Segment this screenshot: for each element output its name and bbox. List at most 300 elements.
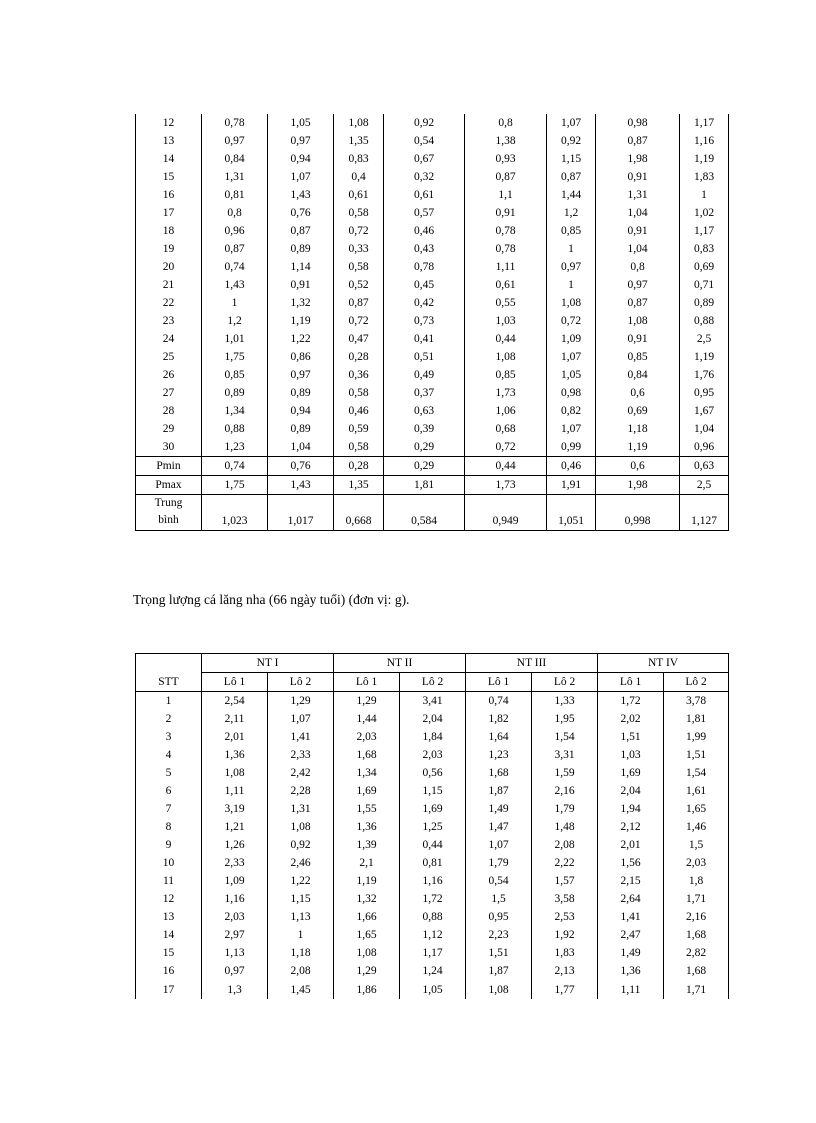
group-header-nt2: NT II	[334, 654, 466, 673]
sub-header: Lô 2	[268, 673, 334, 692]
stt-cell: 4	[136, 746, 202, 764]
stt-cell: 11	[136, 872, 202, 890]
stt-cell: 15	[136, 944, 202, 962]
value-cell: 1,17	[680, 114, 729, 132]
value-cell: 3,58	[532, 890, 598, 908]
value-cell: 0,72	[547, 312, 596, 330]
table-row	[136, 890, 729, 908]
value-cell: 0,89	[268, 240, 334, 258]
value-cell: 1,15	[547, 150, 596, 168]
value-cell: 0,94	[268, 150, 334, 168]
sub-header: Lô 1	[598, 673, 664, 692]
value-cell: 0,97	[596, 276, 680, 294]
value-cell: 1,94	[598, 800, 664, 818]
value-cell: 0,58	[334, 258, 384, 276]
value-cell: 1,95	[532, 710, 598, 728]
value-cell: 2,47	[598, 926, 664, 944]
value-cell: 0,58	[334, 204, 384, 222]
stt-cell: 12	[136, 114, 202, 132]
value-cell: 1,36	[202, 746, 268, 764]
value-cell: 0,6	[596, 457, 680, 476]
table-row	[136, 204, 729, 222]
stt-cell: 12	[136, 890, 202, 908]
value-cell: 3,41	[400, 692, 466, 711]
value-cell: 1,07	[466, 836, 532, 854]
value-cell: 0,29	[384, 438, 465, 457]
group-header-nt4: NT IV	[598, 654, 729, 673]
value-cell: 0,99	[547, 438, 596, 457]
value-cell: 1,05	[268, 114, 334, 132]
value-cell: 1,86	[334, 980, 400, 999]
value-cell: 2,28	[268, 782, 334, 800]
pmax-row	[136, 476, 729, 495]
stt-cell: 13	[136, 908, 202, 926]
value-cell: 1,36	[598, 962, 664, 980]
value-cell: 1,51	[466, 944, 532, 962]
value-cell: 1,46	[664, 818, 729, 836]
value-cell: 0,54	[384, 132, 465, 150]
value-cell: 0,91	[268, 276, 334, 294]
value-cell: 0,85	[202, 366, 268, 384]
sub-header: Lô 1	[334, 673, 400, 692]
value-cell: 0,88	[680, 312, 729, 330]
stt-header: STT	[136, 673, 202, 692]
stt-cell: 17	[136, 204, 202, 222]
value-cell: 1,08	[547, 294, 596, 312]
value-cell: 0,96	[680, 438, 729, 457]
value-cell: 1,21	[202, 818, 268, 836]
value-cell: 0,85	[547, 222, 596, 240]
table-row	[136, 854, 729, 872]
value-cell: 0,87	[547, 168, 596, 186]
value-cell: 0,45	[384, 276, 465, 294]
value-cell: 0,89	[680, 294, 729, 312]
table-row	[136, 746, 729, 764]
value-cell: 1,43	[268, 476, 334, 495]
value-cell: 0,87	[465, 168, 547, 186]
value-cell: 0,74	[202, 258, 268, 276]
value-cell: 1,12	[400, 926, 466, 944]
value-cell: 1,72	[598, 692, 664, 711]
value-cell: 2,1	[334, 854, 400, 872]
stt-cell: 16	[136, 962, 202, 980]
value-cell: 0,76	[268, 204, 334, 222]
value-cell: 1	[202, 294, 268, 312]
value-cell: 1,5	[466, 890, 532, 908]
value-cell: 1,32	[334, 890, 400, 908]
stt-cell: 16	[136, 186, 202, 204]
table-row	[136, 728, 729, 746]
value-cell: 0,78	[465, 222, 547, 240]
value-cell: 1,49	[598, 944, 664, 962]
value-cell: 0,47	[334, 330, 384, 348]
value-cell: 1,65	[334, 926, 400, 944]
pmin-row	[136, 457, 729, 476]
table-row	[136, 980, 729, 999]
value-cell: 1,41	[268, 728, 334, 746]
value-cell: 1,55	[334, 800, 400, 818]
value-cell: 2,12	[598, 818, 664, 836]
value-cell: 1,44	[547, 186, 596, 204]
table-row	[136, 710, 729, 728]
value-cell: 0,96	[202, 222, 268, 240]
value-cell: 0,72	[334, 312, 384, 330]
value-cell: 1,79	[466, 854, 532, 872]
value-cell: 1,03	[598, 746, 664, 764]
value-cell: 1,65	[664, 800, 729, 818]
value-cell: 1,22	[268, 330, 334, 348]
value-cell: 0,92	[268, 836, 334, 854]
group-header-nt1: NT I	[202, 654, 334, 673]
table-row	[136, 908, 729, 926]
value-cell: 1,35	[334, 132, 384, 150]
value-cell: 1,5	[664, 836, 729, 854]
value-cell: 0,91	[465, 204, 547, 222]
value-cell: 0,88	[202, 420, 268, 438]
table-row	[136, 420, 729, 438]
value-cell: 1,71	[664, 890, 729, 908]
table-row	[136, 276, 729, 294]
value-cell: 1,67	[680, 402, 729, 420]
table-row	[136, 872, 729, 890]
value-cell: 0,93	[465, 150, 547, 168]
value-cell: 0,49	[384, 366, 465, 384]
value-cell: 1,81	[664, 710, 729, 728]
value-cell: 1,19	[680, 150, 729, 168]
value-cell: 1,04	[268, 438, 334, 457]
value-cell: 1,3	[202, 980, 268, 999]
value-cell: 1,04	[596, 240, 680, 258]
value-cell: 2,33	[268, 746, 334, 764]
value-cell: 0,97	[268, 132, 334, 150]
value-cell: 1,16	[680, 132, 729, 150]
table-row	[136, 222, 729, 240]
sub-header: Lô 2	[532, 673, 598, 692]
value-cell: 2,64	[598, 890, 664, 908]
value-cell: 0,29	[384, 457, 465, 476]
value-cell: 1,44	[334, 710, 400, 728]
value-cell: 1,33	[532, 692, 598, 711]
value-cell: 0,92	[384, 114, 465, 132]
value-cell: 0,81	[400, 854, 466, 872]
value-cell: 0,44	[400, 836, 466, 854]
average-label-line1: Trung	[154, 497, 183, 509]
table-row	[136, 944, 729, 962]
value-cell: 1,66	[334, 908, 400, 926]
value-cell: 1,43	[202, 276, 268, 294]
table-2-body	[136, 692, 729, 1000]
stt-cell: 13	[136, 132, 202, 150]
table-row	[136, 800, 729, 818]
value-cell: 1,39	[334, 836, 400, 854]
value-cell: 0,46	[334, 402, 384, 420]
value-cell: 1,09	[547, 330, 596, 348]
value-cell: 1	[547, 240, 596, 258]
value-cell: 0,63	[680, 457, 729, 476]
value-cell: 1,07	[268, 168, 334, 186]
value-cell: 1,02	[680, 204, 729, 222]
value-cell: 1,68	[664, 962, 729, 980]
value-cell: 0,85	[465, 366, 547, 384]
value-cell: 1,73	[465, 384, 547, 402]
value-cell: 0,46	[547, 457, 596, 476]
value-cell: 0,97	[268, 366, 334, 384]
value-cell: 0,8	[465, 114, 547, 132]
value-cell: 1,75	[202, 348, 268, 366]
value-cell: 0,87	[334, 294, 384, 312]
value-cell: 0,33	[334, 240, 384, 258]
value-cell: 1,51	[598, 728, 664, 746]
value-cell: 0,58	[334, 384, 384, 402]
value-cell: 2,15	[598, 872, 664, 890]
table-row	[136, 132, 729, 150]
value-cell: 0,76	[268, 457, 334, 476]
value-cell: 2,22	[532, 854, 598, 872]
table-row	[136, 150, 729, 168]
value-cell: 1,15	[268, 890, 334, 908]
table-row	[136, 836, 729, 854]
value-cell: 1	[680, 186, 729, 204]
value-cell: 0,52	[334, 276, 384, 294]
value-cell: 1,69	[334, 782, 400, 800]
value-cell: 2,16	[664, 908, 729, 926]
stt-cell: 27	[136, 384, 202, 402]
value-cell: 0,949	[465, 495, 547, 531]
value-cell: 0,59	[334, 420, 384, 438]
value-cell: 1,04	[596, 204, 680, 222]
value-cell: 0,41	[384, 330, 465, 348]
value-cell: 2,08	[268, 962, 334, 980]
stt-cell: 23	[136, 312, 202, 330]
value-cell: 0,97	[547, 258, 596, 276]
stt-cell: 21	[136, 276, 202, 294]
average-label-line2: bình	[158, 514, 179, 526]
value-cell: 1,61	[664, 782, 729, 800]
table-row	[136, 782, 729, 800]
value-cell: 0,89	[268, 420, 334, 438]
value-cell: 0,74	[202, 457, 268, 476]
value-cell: 0,97	[202, 962, 268, 980]
value-cell: 0,54	[466, 872, 532, 890]
value-cell: 1,79	[532, 800, 598, 818]
value-cell: 0,69	[596, 402, 680, 420]
value-cell: 0,91	[596, 222, 680, 240]
value-cell: 0,87	[268, 222, 334, 240]
value-cell: 1,051	[547, 495, 596, 531]
table-2-header	[136, 654, 729, 692]
value-cell: 1,49	[466, 800, 532, 818]
value-cell: 1,45	[268, 980, 334, 999]
value-cell: 1,75	[202, 476, 268, 495]
table-row	[136, 926, 729, 944]
value-cell: 0,98	[547, 384, 596, 402]
value-cell: 1,68	[466, 764, 532, 782]
value-cell: 2,46	[268, 854, 334, 872]
value-cell: 0,998	[596, 495, 680, 531]
value-cell: 1,71	[664, 980, 729, 999]
value-cell: 0,97	[202, 132, 268, 150]
value-cell: 1,29	[334, 962, 400, 980]
value-cell: 1,31	[268, 800, 334, 818]
value-cell: 1,08	[268, 818, 334, 836]
value-cell: 2,13	[532, 962, 598, 980]
value-cell: 1,98	[596, 150, 680, 168]
table-row	[136, 186, 729, 204]
value-cell: 0,87	[596, 132, 680, 150]
value-cell: 1	[268, 926, 334, 944]
value-cell: 0,668	[334, 495, 384, 531]
value-cell: 1,17	[680, 222, 729, 240]
value-cell: 0,87	[202, 240, 268, 258]
value-cell: 2,97	[202, 926, 268, 944]
value-cell: 1,23	[466, 746, 532, 764]
value-cell: 1,03	[465, 312, 547, 330]
value-cell: 0,73	[384, 312, 465, 330]
table-row	[136, 312, 729, 330]
stt-cell: 15	[136, 168, 202, 186]
value-cell: 1,127	[680, 495, 729, 531]
value-cell: 1	[547, 276, 596, 294]
value-cell: 0,39	[384, 420, 465, 438]
value-cell: 1,2	[202, 312, 268, 330]
value-cell: 0,58	[334, 438, 384, 457]
value-cell: 1,54	[664, 764, 729, 782]
stt-cell: 26	[136, 366, 202, 384]
value-cell: 0,78	[202, 114, 268, 132]
table-row	[136, 438, 729, 457]
value-cell: 0,28	[334, 457, 384, 476]
table-row	[136, 764, 729, 782]
pmax-label: Pmax	[136, 476, 202, 495]
value-cell: 1,19	[268, 312, 334, 330]
value-cell: 1,017	[268, 495, 334, 531]
table-row	[136, 294, 729, 312]
value-cell: 1,08	[334, 944, 400, 962]
stt-cell: 22	[136, 294, 202, 312]
value-cell: 1,17	[400, 944, 466, 962]
value-cell: 0,55	[465, 294, 547, 312]
sub-header: Lô 1	[202, 673, 268, 692]
value-cell: 1,25	[400, 818, 466, 836]
value-cell: 0,37	[384, 384, 465, 402]
value-cell: 1,47	[466, 818, 532, 836]
value-cell: 0,61	[384, 186, 465, 204]
value-cell: 0,78	[384, 258, 465, 276]
value-cell: 1,92	[532, 926, 598, 944]
value-cell: 1,31	[596, 186, 680, 204]
value-cell: 2,23	[466, 926, 532, 944]
value-cell: 2,42	[268, 764, 334, 782]
value-cell: 2,04	[400, 710, 466, 728]
stt-cell: 8	[136, 818, 202, 836]
value-cell: 0,46	[384, 222, 465, 240]
value-cell: 0,71	[680, 276, 729, 294]
value-cell: 0,69	[680, 258, 729, 276]
value-cell: 1,68	[664, 926, 729, 944]
value-cell: 1,83	[532, 944, 598, 962]
value-cell: 2,03	[400, 746, 466, 764]
value-cell: 1,24	[400, 962, 466, 980]
value-cell: 1,19	[680, 348, 729, 366]
stt-cell: 17	[136, 980, 202, 999]
value-cell: 1,29	[268, 692, 334, 711]
stt-cell: 29	[136, 420, 202, 438]
value-cell: 0,63	[384, 402, 465, 420]
value-cell: 0,82	[547, 402, 596, 420]
value-cell: 0,86	[268, 348, 334, 366]
average-row	[136, 495, 729, 531]
value-cell: 1,64	[466, 728, 532, 746]
table-row	[136, 168, 729, 186]
value-cell: 2,01	[202, 728, 268, 746]
value-cell: 0,61	[334, 186, 384, 204]
table-row	[136, 114, 729, 132]
value-cell: 1,69	[400, 800, 466, 818]
value-cell: 1,99	[664, 728, 729, 746]
value-cell: 1,05	[547, 366, 596, 384]
average-label	[136, 495, 202, 531]
sub-header: Lô 2	[400, 673, 466, 692]
value-cell: 0,92	[547, 132, 596, 150]
table-row	[136, 692, 729, 711]
value-cell: 0,72	[334, 222, 384, 240]
table-1	[135, 114, 729, 531]
value-cell: 0,74	[466, 692, 532, 711]
stt-cell: 30	[136, 438, 202, 457]
value-cell: 1,56	[598, 854, 664, 872]
table-row	[136, 818, 729, 836]
value-cell: 1,76	[680, 366, 729, 384]
value-cell: 1,29	[334, 692, 400, 711]
value-cell: 1,14	[268, 258, 334, 276]
value-cell: 0,83	[680, 240, 729, 258]
stt-cell: 25	[136, 348, 202, 366]
value-cell: 1,08	[465, 348, 547, 366]
value-cell: 0,51	[384, 348, 465, 366]
stt-cell: 28	[136, 402, 202, 420]
value-cell: 2,5	[680, 476, 729, 495]
value-cell: 0,81	[202, 186, 268, 204]
value-cell: 1,32	[268, 294, 334, 312]
table-row	[136, 330, 729, 348]
value-cell: 0,89	[268, 384, 334, 402]
value-cell: 3,19	[202, 800, 268, 818]
value-cell: 1,43	[268, 186, 334, 204]
value-cell: 0,91	[596, 330, 680, 348]
value-cell: 0,6	[596, 384, 680, 402]
value-cell: 2,16	[532, 782, 598, 800]
value-cell: 0,4	[334, 168, 384, 186]
value-cell: 1,01	[202, 330, 268, 348]
value-cell: 3,78	[664, 692, 729, 711]
value-cell: 1,69	[598, 764, 664, 782]
value-cell: 1,72	[400, 890, 466, 908]
table-2-caption: Trọng lượng cá lăng nha (66 ngày tuổi) (đơn vị: g).	[133, 592, 410, 607]
value-cell: 2,11	[202, 710, 268, 728]
sub-header: Lô 2	[664, 673, 729, 692]
value-cell: 1,98	[596, 476, 680, 495]
table-row	[136, 240, 729, 258]
value-cell: 2,04	[598, 782, 664, 800]
table-row	[136, 348, 729, 366]
table-row	[136, 366, 729, 384]
value-cell: 1,31	[202, 168, 268, 186]
value-cell: 1,1	[465, 186, 547, 204]
value-cell: 0,85	[596, 348, 680, 366]
value-cell: 1,26	[202, 836, 268, 854]
value-cell: 1,16	[400, 872, 466, 890]
table-row	[136, 962, 729, 980]
